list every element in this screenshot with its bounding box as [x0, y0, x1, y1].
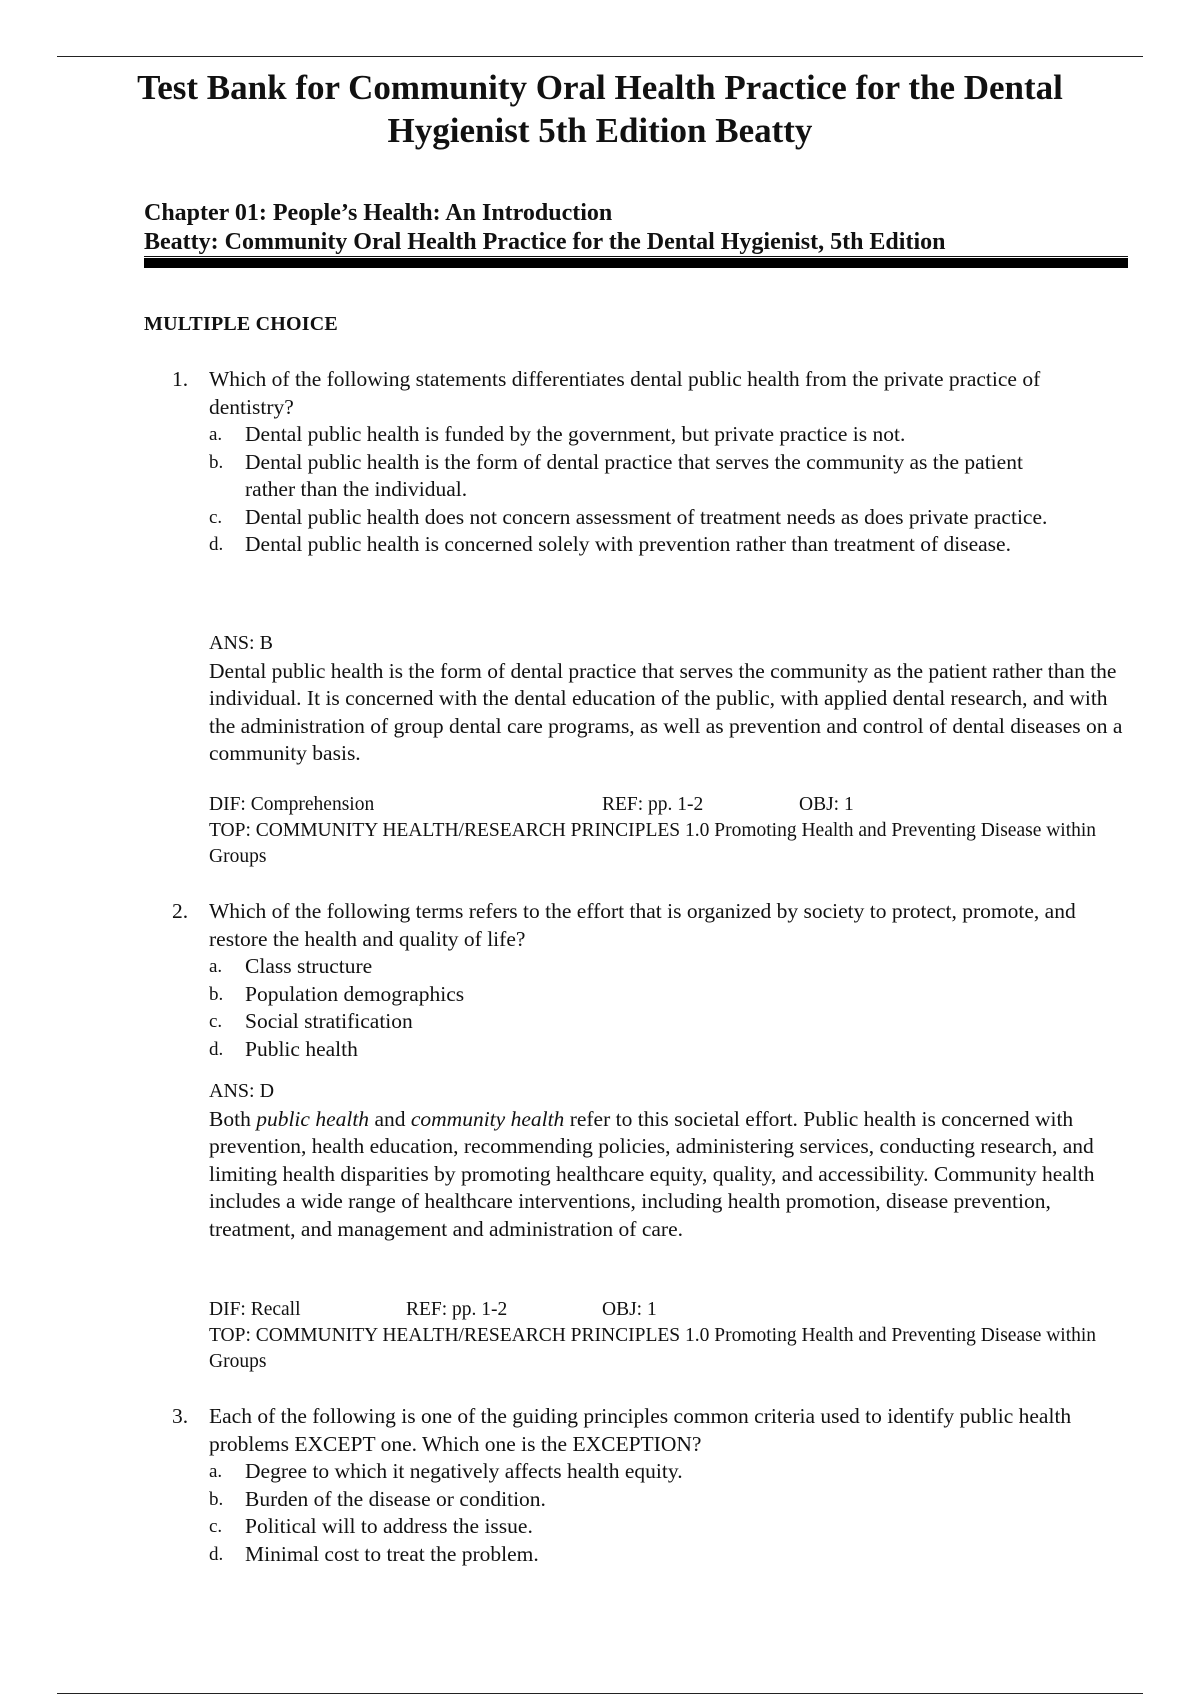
option-text: Political will to address the issue. [245, 1514, 533, 1538]
question-stem: Each of the following is one of the guiding principles common criteria used to identify public health problems EXCEPT one. Which one is the EXCEPTION? [209, 1404, 1072, 1456]
objective: OBJ: 1 [799, 794, 854, 815]
option-text: Minimal cost to treat the problem. [245, 1541, 539, 1566]
option-text: Social stratification [245, 1009, 413, 1033]
option-text: Burden of the disease or condition. [245, 1486, 546, 1511]
book-title-line: Beatty: Community Oral Health Practice for the Dental Hygienist, 5th Edition [144, 228, 1128, 257]
option-letter: a. [209, 424, 223, 445]
metadata-row [209, 792, 1127, 818]
option-letter: b. [209, 1488, 224, 1510]
answer-rationale: Dental public health is the form of dental practice that serves the community as the patient rather than the individual. It is concerned with the dental education of the public, with applied dental research, and with the administration of group dental care programs, as well as prevention and control of dental diseases on a community basis. [209, 658, 1123, 765]
option-a [0, 953, 1200, 981]
option-text: Population demographics [245, 981, 465, 1006]
question-stem: Which of the following terms refers to the effort that is organized by society to protect, promote, and restore the health and quality of life? [209, 899, 1076, 951]
rationale-text: Both [209, 1106, 257, 1131]
option-a [0, 421, 1200, 449]
rationale-text: and [369, 1106, 411, 1131]
question-1-metadata [209, 792, 1127, 870]
question-2-answer [209, 1078, 1127, 1243]
difficulty: DIF: Recall [209, 1299, 301, 1320]
option-letter: c. [209, 506, 223, 528]
header-thick-rule [144, 258, 1128, 268]
answer-rationale [209, 1106, 1127, 1244]
chapter-title: Chapter 01: People’s Health: An Introduction [144, 200, 613, 226]
question-number: 2. [172, 899, 189, 923]
question-1-answer [209, 630, 1127, 768]
option-text: Class structure [245, 954, 373, 978]
option-b [0, 449, 1200, 504]
question-stem: Which of the following statements differentiates dental public health from the private practice of dentistry? [209, 367, 1041, 419]
answer-key: ANS: D [209, 1080, 275, 1102]
rationale-text: refer to this societal effort. Public health is concerned with prevention, health education, recommending policies, administering services, conducting research, and limiting health disparities by promoting healthcare equity, quality, and accessibility. Community health includes a wide range of healthcare interventions, including health promotion, disease prevention, treatment, and management and administration of care. [209, 1106, 1095, 1241]
option-letter: d. [209, 534, 224, 555]
topic: TOP: COMMUNITY HEALTH/RESEARCH PRINCIPLES 1.0 Promoting Health and Preventing Disease within Groups [209, 1325, 1097, 1372]
option-a [0, 1458, 1200, 1486]
option-text: Public health [245, 1036, 358, 1061]
option-letter: b. [209, 451, 224, 473]
question-number: 1. [172, 367, 189, 391]
option-c [0, 1008, 1200, 1036]
option-c [0, 504, 1200, 532]
bottom-rule [57, 1693, 1143, 1694]
option-text: Dental public health is funded by the government, but private practice is not. [245, 422, 906, 446]
option-letter: b. [209, 983, 224, 1005]
option-letter: c. [209, 1011, 223, 1032]
option-d [0, 531, 1200, 559]
objective: OBJ: 1 [602, 1299, 657, 1320]
rationale-term: public health [256, 1106, 370, 1131]
option-text: Dental public health is the form of dental practice that serves the community as the patient rather than the individual. [245, 449, 1023, 501]
document-title: Test Bank for Community Oral Health Practice for the Dental Hygienist 5th Edition Beatty [137, 68, 1063, 150]
reference: REF: pp. 1-2 [602, 794, 704, 815]
option-c [0, 1513, 1200, 1541]
question-number: 3. [172, 1404, 189, 1428]
option-text: Degree to which it negatively affects health equity. [245, 1459, 683, 1483]
option-letter: a. [209, 956, 223, 977]
rationale-term: community health [410, 1106, 565, 1131]
option-letter: d. [209, 1543, 224, 1565]
top-rule [57, 56, 1143, 57]
reference: REF: pp. 1-2 [406, 1299, 508, 1320]
option-text: Dental public health is concerned solely with prevention rather than treatment of disease. [245, 532, 1011, 556]
section-heading: MULTIPLE CHOICE [144, 313, 338, 335]
chapter-header [144, 198, 1128, 257]
option-letter: d. [209, 1038, 224, 1060]
answer-key: ANS: B [209, 632, 273, 654]
question-3-options [0, 1458, 1200, 1568]
option-b [0, 981, 1200, 1009]
question-1-options [0, 421, 1200, 559]
option-text: Dental public health does not concern assessment of treatment needs as does private practice. [245, 504, 1048, 529]
option-d [0, 1036, 1200, 1064]
option-letter: c. [209, 1516, 223, 1537]
option-letter: a. [209, 1461, 223, 1482]
difficulty: DIF: Comprehension [209, 794, 375, 815]
option-b [0, 1486, 1200, 1514]
option-d [0, 1541, 1200, 1569]
topic: TOP: COMMUNITY HEALTH/RESEARCH PRINCIPLES 1.0 Promoting Health and Preventing Disease within Groups [209, 820, 1097, 867]
metadata-row [209, 1297, 1127, 1323]
question-2-options [0, 953, 1200, 1063]
question-2-metadata [209, 1297, 1127, 1375]
